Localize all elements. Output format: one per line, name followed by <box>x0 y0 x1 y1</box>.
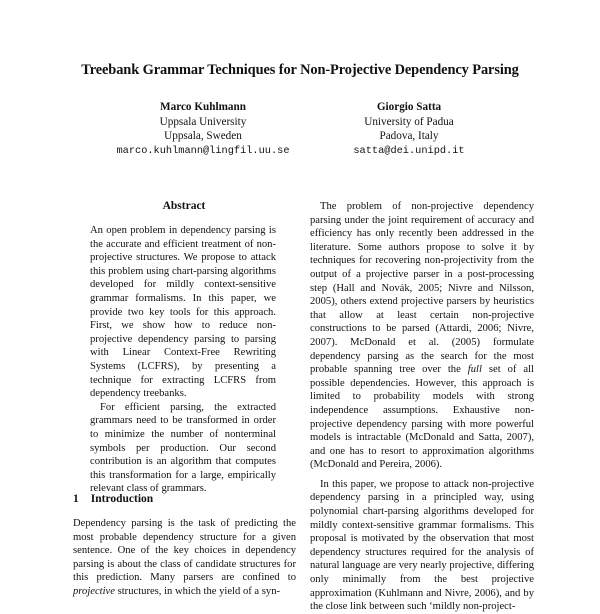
abstract-paragraph: An open problem in dependency parsing is the accurate and efficient treatment of non-projective structures. We propose to attack this problem using chart-parsing algorithms developed for mildly context-sensitive grammar formalisms. In this paper, we provide two key tools for this approach. First, we show how to reduce non-projective dependency parsing to parsing with Linear Context-Free Rewriting Systems (LCFRS), by presenting a technique for extracting LCFRS from dependency treebanks. <box>90 225 276 400</box>
author-affiliation: Uppsala University <box>159 115 247 128</box>
intro-paragraph <box>310 200 534 472</box>
section-number: 1 <box>73 493 79 505</box>
intro-left-column <box>73 517 296 599</box>
abstract-body <box>90 224 276 496</box>
abstract-paragraph: For efficient parsing, the extracted grammars need to be transformed in order to minimize the number of nonterminal symbols per production. Our second contribution is an algorithm that computes this transformation for a large, empirically relevant class of grammars. <box>90 401 276 495</box>
paper-title: Treebank Grammar Techniques for Non-Projective Dependency Parsing <box>81 62 519 78</box>
section-title: Introduction <box>90 493 154 505</box>
text-span: Dependency parsing is the task of predicting the most probable dependency structure for a given sentence. One of the key choices in dependency parsing is about the class of candidate structures for this prediction. Many parsers are confined to <box>73 518 296 584</box>
author-block-2 <box>279 100 539 158</box>
abstract-heading: Abstract <box>162 200 206 212</box>
text-span: set of all possible dependencies. However, this approach is limited to probability models with strong independence assumptions. Exhaustive non-projective dependency parsing with more powerful models is intractable (McDonald and Satta, 2007), and one has to resort to approximation algorithms (McDonald and Pereira, 2006). <box>310 364 534 471</box>
author-location: Padova, Italy <box>379 130 439 143</box>
text-span: The problem of non-projective dependency parsing under the joint requirement of accuracy and efficiency has only recently been addressed in the literature. Some authors propose to solve it by techniques for recovering non-projectivity from the output of a projective parser in a post-processing step (Hall and Novák, 2005; Nivre and Nilsson, 2005), others extend projective parsers by heuristics that allow at least certain non-projective constructions to be parsed (Attardi, 2006; Nivre, 2007). McDonald et al. (2005) formulate dependency parsing as the search for the most probable spanning tree over the <box>310 201 534 376</box>
emphasis-text: projective <box>73 585 115 597</box>
author-name: Giorgio Satta <box>376 101 442 113</box>
intro-paragraph <box>73 517 296 599</box>
intro-right-column <box>310 200 534 614</box>
author-affiliation: University of Padua <box>364 115 454 128</box>
author-location: Uppsala, Sweden <box>164 130 242 143</box>
author-email: marco.kuhlmann@lingfil.uu.se <box>116 144 290 157</box>
text-span: structures, in which the yield of a syn- <box>114 585 281 597</box>
intro-paragraph: In this paper, we propose to attack non-projective dependency parsing in a principled way, using polynomial chart-parsing algorithms developed for mildly context-sensitive grammar formalisms. This proposal is motivated by the observation that most dependency structures required for the analysis of natural language are very nearly projective, differing only minimally from the best projective approximation (Kuhlmann and Nivre, 2006), and by the close link between such ‘mildly non-project- <box>310 478 534 613</box>
emphasis-text: full <box>467 364 482 376</box>
author-name: Marco Kuhlmann <box>160 101 246 113</box>
section-heading <box>73 493 153 505</box>
author-email: satta@dei.unipd.it <box>353 144 465 157</box>
